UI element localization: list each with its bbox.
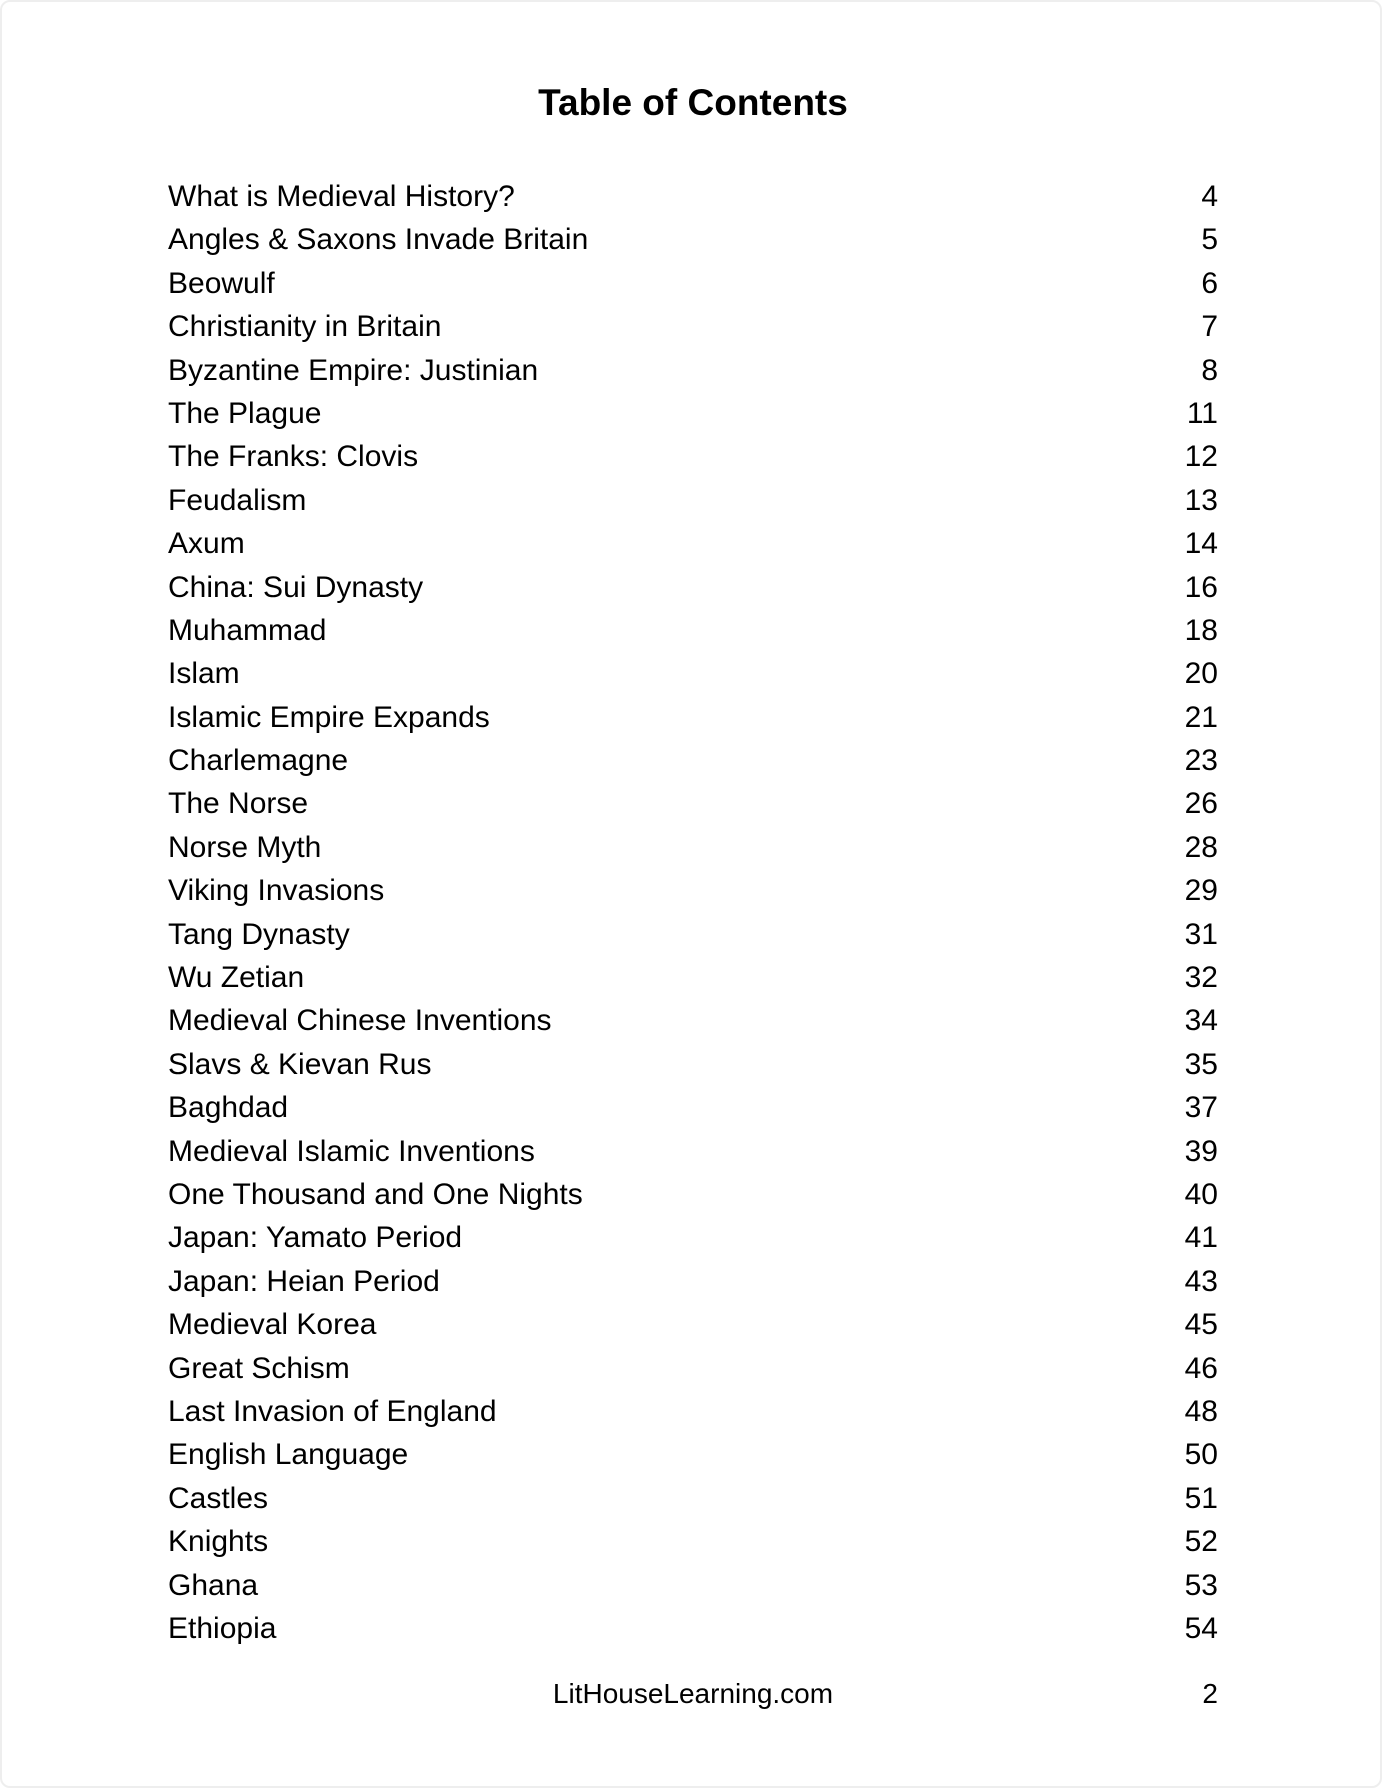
toc-entry-page-number: 52: [1184, 1525, 1218, 1559]
toc-entry-label: Medieval Chinese Inventions: [168, 1004, 552, 1038]
toc-entry-page-number: 12: [1184, 440, 1218, 474]
toc-entry-page-number: 31: [1184, 917, 1218, 951]
toc-entry-label: Great Schism: [168, 1351, 350, 1385]
toc-entry-row: [168, 305, 1218, 348]
toc-entry-row: [168, 392, 1218, 435]
toc-entry-label: Norse Myth: [168, 830, 322, 864]
toc-entry-label: English Language: [168, 1438, 409, 1472]
page-title: Table of Contents: [538, 82, 848, 123]
toc-entry-row: [168, 696, 1218, 739]
toc-entry-label: Medieval Korea: [168, 1308, 377, 1342]
toc-entry-page-number: 26: [1184, 787, 1218, 821]
toc-entry-page-number: 23: [1184, 744, 1218, 778]
toc-entry-page-number: 53: [1184, 1568, 1218, 1602]
toc-entry-page-number: 21: [1184, 700, 1218, 734]
toc-entry-page-number: 35: [1184, 1047, 1218, 1081]
toc-entry-page-number: 13: [1184, 483, 1218, 517]
toc-entry-row: [168, 1607, 1218, 1650]
toc-entry-row: [168, 479, 1218, 522]
toc-entry-label: The Plague: [168, 396, 322, 430]
toc-entry-label: Wu Zetian: [168, 961, 305, 995]
toc-entry-row: [168, 522, 1218, 565]
toc-entry-label: The Franks: Clovis: [168, 440, 419, 474]
toc-entry-label: One Thousand and One Nights: [168, 1177, 583, 1211]
toc-entry-row: [168, 869, 1218, 912]
toc-entry-page-number: 48: [1184, 1394, 1218, 1428]
toc-entry-row: [168, 1303, 1218, 1346]
footer-site-text: LitHouseLearning.com: [552, 1678, 834, 1709]
toc-entry-row: [168, 652, 1218, 695]
toc-entry-page-number: 5: [1201, 223, 1218, 257]
toc-entry-label: Japan: Yamato Period: [168, 1221, 463, 1255]
toc-entry-label: Charlemagne: [168, 744, 349, 778]
toc-entry-page-number: 45: [1184, 1308, 1218, 1342]
toc-entry-page-number: 11: [1186, 396, 1218, 430]
toc-entry-row: [168, 1564, 1218, 1607]
toc-entry-page-number: 28: [1184, 830, 1218, 864]
toc-entry-row: [168, 1260, 1218, 1303]
toc-entry-row: [168, 782, 1218, 825]
toc-entry-label: Beowulf: [168, 266, 275, 300]
table-of-contents: [168, 175, 1218, 1650]
toc-entry-row: [168, 262, 1218, 305]
toc-entry-page-number: 18: [1184, 613, 1218, 647]
toc-entry-label: Knights: [168, 1525, 269, 1559]
toc-entry-page-number: 7: [1201, 310, 1218, 344]
toc-entry-page-number: 29: [1184, 874, 1218, 908]
toc-entry-row: [168, 1347, 1218, 1390]
toc-entry-label: Castles: [168, 1481, 269, 1515]
toc-entry-label: Baghdad: [168, 1091, 289, 1125]
toc-entry-row: [168, 1216, 1218, 1259]
toc-entry-label: Islam: [168, 657, 240, 691]
toc-entry-label: Viking Invasions: [168, 874, 385, 908]
page-footer: [168, 1677, 1218, 1711]
toc-entry-row: [168, 349, 1218, 392]
toc-entry-page-number: 39: [1184, 1134, 1218, 1168]
toc-entry-label: Christianity in Britain: [168, 310, 442, 344]
toc-entry-page-number: 4: [1201, 180, 1218, 213]
toc-entry-label: Slavs & Kievan Rus: [168, 1047, 432, 1081]
toc-entry-label: Angles & Saxons Invade Britain: [168, 223, 589, 257]
toc-entry-page-number: 32: [1184, 961, 1218, 995]
toc-entry-page-number: 37: [1184, 1091, 1218, 1125]
toc-entry-row: [168, 1477, 1218, 1520]
toc-entry-label: What is Medieval History?: [168, 180, 515, 213]
toc-entry-row: [168, 435, 1218, 478]
toc-entry-label: Muhammad: [168, 613, 327, 647]
toc-entry-page-number: 6: [1201, 266, 1218, 300]
toc-entry-page-number: 40: [1184, 1177, 1218, 1211]
toc-entry-label: Ghana: [168, 1568, 259, 1602]
toc-entry-page-number: 51: [1184, 1481, 1218, 1515]
toc-entry-label: Japan: Heian Period: [168, 1264, 440, 1298]
toc-entry-row: [168, 1390, 1218, 1433]
toc-entry-row: [168, 739, 1218, 782]
toc-entry-page-number: 41: [1184, 1221, 1218, 1255]
toc-entry-label: Islamic Empire Expands: [168, 700, 490, 734]
toc-entry-row: [168, 999, 1218, 1042]
footer-page-number: 2: [1202, 1678, 1218, 1709]
toc-entry-page-number: 50: [1184, 1438, 1218, 1472]
toc-entry-row: [168, 566, 1218, 609]
toc-entry-row: [168, 1043, 1218, 1086]
toc-entry-row: [168, 1130, 1218, 1173]
toc-entry-page-number: 16: [1184, 570, 1218, 604]
toc-entry-row: [168, 826, 1218, 869]
toc-entry-page-number: 34: [1184, 1004, 1218, 1038]
toc-entry-row: [168, 1520, 1218, 1563]
toc-entry-row: [168, 609, 1218, 652]
toc-entry-page-number: 14: [1184, 527, 1218, 561]
toc-entry-row: [168, 175, 1218, 218]
toc-entry-page-number: 43: [1184, 1264, 1218, 1298]
toc-entry-label: Byzantine Empire: Justinian: [168, 353, 539, 387]
toc-entry-page-number: 8: [1201, 353, 1218, 387]
toc-entry-label: Last Invasion of England: [168, 1394, 497, 1428]
page-content: [168, 2, 1218, 1786]
toc-entry-label: Feudalism: [168, 483, 307, 517]
toc-entry-row: [168, 956, 1218, 999]
toc-entry-page-number: 46: [1184, 1351, 1218, 1385]
toc-entry-label: Medieval Islamic Inventions: [168, 1134, 535, 1168]
toc-entry-label: China: Sui Dynasty: [168, 570, 424, 604]
toc-entry-page-number: 20: [1184, 657, 1218, 691]
toc-entry-label: Tang Dynasty: [168, 917, 350, 951]
toc-entry-label: Ethiopia: [168, 1611, 277, 1645]
toc-entry-row: [168, 218, 1218, 261]
toc-entry-row: [168, 1086, 1218, 1129]
toc-entry-row: [168, 1173, 1218, 1216]
toc-entry-label: Axum: [168, 527, 245, 561]
toc-entry-row: [168, 1433, 1218, 1476]
toc-entry-label: The Norse: [168, 787, 309, 821]
toc-entry-page-number: 54: [1184, 1611, 1218, 1645]
toc-entry-row: [168, 913, 1218, 956]
